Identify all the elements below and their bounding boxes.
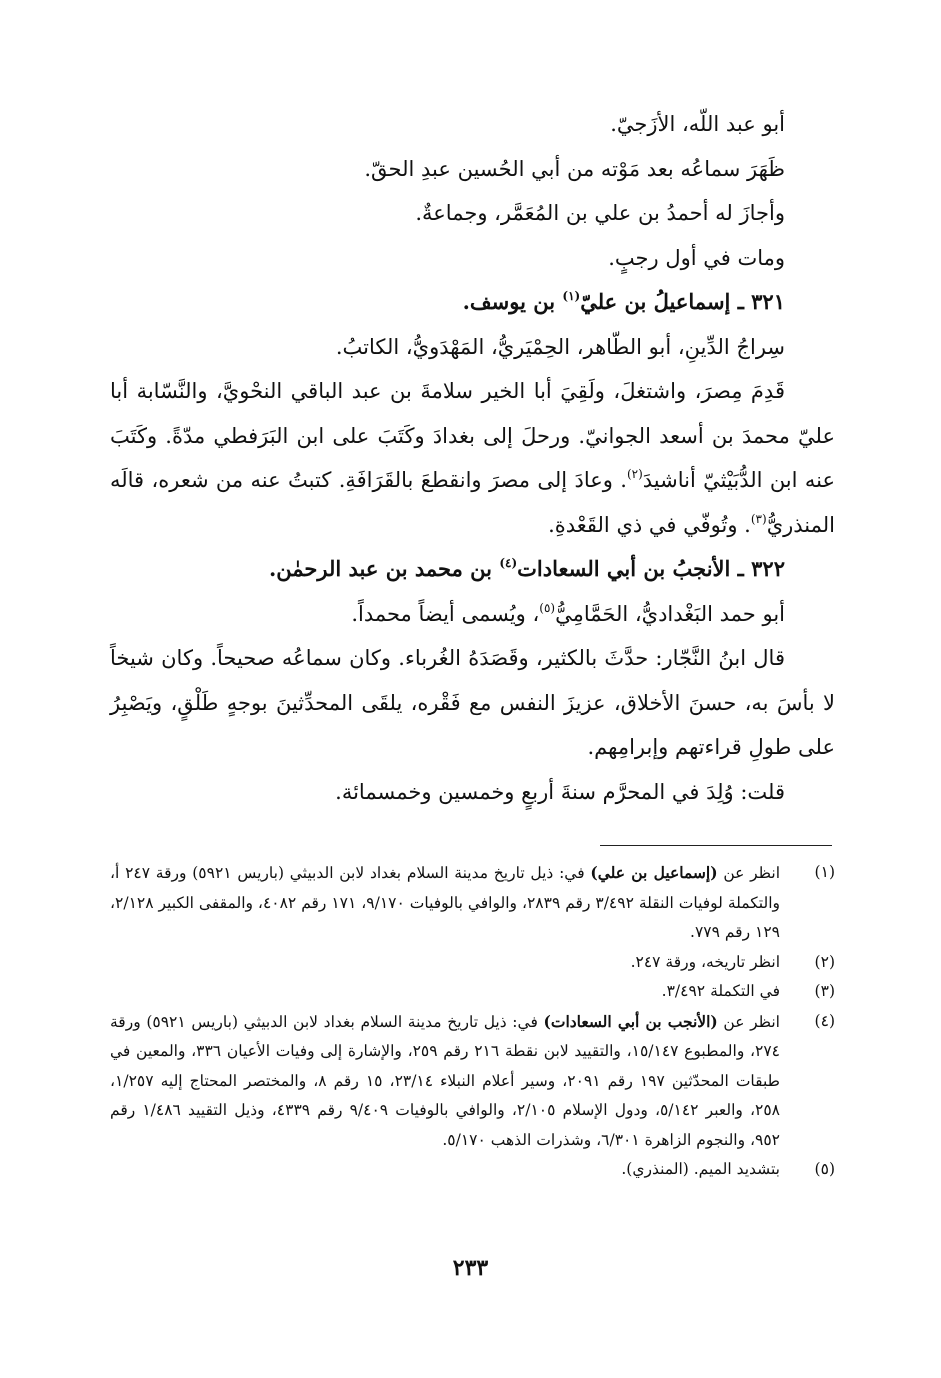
paragraph-text: قَدِمَ مِصرَ، واشتغلَ، ولَقِيَ أبا الخير سلامةَ بن عبد الباقي النحْويَّ، والنَّسّابة أبا عليّ محمدَ بن أسعد الجوانيّ. ورحلَ إلى بغدادَ وكَتَبَ على ابن البَرَفطي مدّةً. وكَتَبَ عنه ابن الدُّبَيْثيّ أناشيدَ — [110, 379, 835, 492]
text-line: قلت: وُلِدَ في المحرَّم سنةَ أربعٍ وخمسين وخمسمائة. — [335, 779, 785, 804]
footnote-ref: (٣) — [750, 511, 767, 526]
paragraph-indent — [785, 646, 835, 670]
entry-heading-text: ٣٢٢ ـ الأنجبُ بن أبي السعادات — [517, 556, 785, 581]
footnote-subject: (إسماعيل بن علي) — [590, 863, 718, 882]
footnote-text: انظر عن — [717, 864, 780, 882]
footnote — [110, 858, 835, 948]
footnote-ref: (٤) — [499, 556, 518, 570]
main-text — [110, 102, 835, 814]
footnote-text: في التكملة ٣/٤٩٢. — [661, 982, 780, 1000]
text-line: ومات في أول رجبٍ. — [608, 245, 785, 270]
footnotes — [110, 858, 835, 1185]
footnote — [110, 1007, 835, 1156]
footnote-number: (٤) — [814, 1011, 835, 1030]
footnote — [110, 1155, 835, 1185]
footnote-ref: (١) — [562, 289, 581, 303]
footnote-number: (٣) — [814, 982, 835, 1000]
footnote-text: انظر تاريخه، ورقة ٢٤٧. — [630, 952, 780, 971]
page-number: ٢٣٣ — [452, 1255, 489, 1281]
footnote-number: (١) — [814, 863, 835, 881]
text-line: أبو عبد اللّه، الأزَجيّ. — [610, 112, 785, 136]
text-line: ظَهَرَ سماعُه بعد مَوْته من أبي الحُسين عبدِ الحقّ. — [364, 156, 785, 181]
entry-heading-text: بن محمد بن عبد الرحمٰن. — [268, 556, 500, 581]
entry-heading-text: ٣٢١ ـ إسماعيلُ بن عليّ — [580, 289, 785, 314]
paragraph-text: . وتُوفّي في ذي القَعْدةِ. — [548, 512, 751, 537]
footnote-number: (٥) — [814, 1160, 835, 1178]
footnote-text: في: ذيل تاريخ مدينة السلام بغداد لابن الدبيثي (باريس ٥٩٢١) ورقة ٢٧٤، والمطبوع ١٥/١٤٧، والتقييد لابن نقطة ٢١٦ رقم ٢٥٩، والإشارة إلى وفيات الأعيان ٣٣٦، والمعين في طبقات المحدّثين ١٩٧ رقم ٢٠٩١، وسير أعلام النبلاء ٢٣/١٤، ١٥ رقم ٨، والمختصر المحتاج إليه ١/٢٥٧، ٢٥٨، والعبر ٥/١٤٢، ودول الإسلام ٢/١٠٥، والوافي بالوفيات ٩/٤٠٩ رقم ٤٣٣٩، وذيل التقييد ١/٤٨٦ رقم ٩٥٢، والنجوم الزاهرة ٦/٣٠١، وشذرات الذهب ٥/١٧٠. — [110, 1012, 781, 1149]
paragraph-text: ، ويُسمى أيضاً محمداً. — [351, 601, 540, 626]
footnote-text: انظر عن — [717, 1012, 780, 1031]
paragraph-text: . وعادَ إلى مصرَ وانقطعَ بالقَرَافَةِ. كتبتُ عنه من شعره، قالَه المنذريُّ — [110, 468, 835, 537]
entry-heading-text: بن يوسف. — [462, 289, 563, 314]
paragraph-text: قال ابنُ النَّجّار: حدَّثَ بالكثير، وقَصَدَهُ الغُرباء. وكان سماعُه صحيحاً. وكان شيخاً لا بأسَ به، حسنَ الأخلاق، عزيزَ النفس مع فَقْره، يلقَى المحدِّثينَ بوجهٍ طَلْقٍ، ويَصْبِرُ على طولِ قراءتهم وإبرامِهم. — [110, 646, 835, 759]
footnote-number: (٢) — [814, 952, 835, 971]
footnote-subject: (الأنجب بن أبي السعادات) — [543, 1011, 718, 1031]
text-line: سِراجُ الدِّينِ، أبو الطّاهر، الحِمْيَريُّ، المَهْدَويُّ، الكاتبُ. — [335, 334, 785, 359]
footnote-text: بتشديد الميم. (المنذري). — [621, 1160, 780, 1178]
footnote-text: في: ذيل تاريخ مدينة السلام بغداد لابن الدبيثي (باريس ٥٩٢١) ورقة ٢٤٧ أ، والتكملة لوفيات النقلة ٣/٤٩٢ رقم ٢٨٣٩، والوافي بالوفيات ٩/١٧٠، ١٧١ رقم ٤٠٨٢، والمقفى الكبير ٢/١٢٨، ١٢٩ رقم ٧٧٩. — [110, 864, 780, 941]
text-line: وأجازَ له أحمدُ بن علي بن المُعَمَّر، وجماعةٌ. — [415, 201, 785, 225]
footnote — [110, 977, 835, 1007]
footnote-ref: (٢) — [626, 467, 643, 481]
footnote-separator — [600, 845, 832, 846]
entry-heading-321 — [110, 280, 835, 325]
entry-heading-322 — [110, 547, 835, 592]
entry-paragraph — [110, 636, 835, 770]
footnote-ref: (٥) — [539, 600, 556, 615]
paragraph-indent — [785, 379, 835, 403]
entry-paragraph — [110, 369, 835, 547]
footnote — [110, 948, 835, 978]
text-line — [110, 592, 835, 637]
paragraph-text: أبو حمد البَغْداديُّ، الحَمَّامِيُّ — [555, 601, 785, 626]
